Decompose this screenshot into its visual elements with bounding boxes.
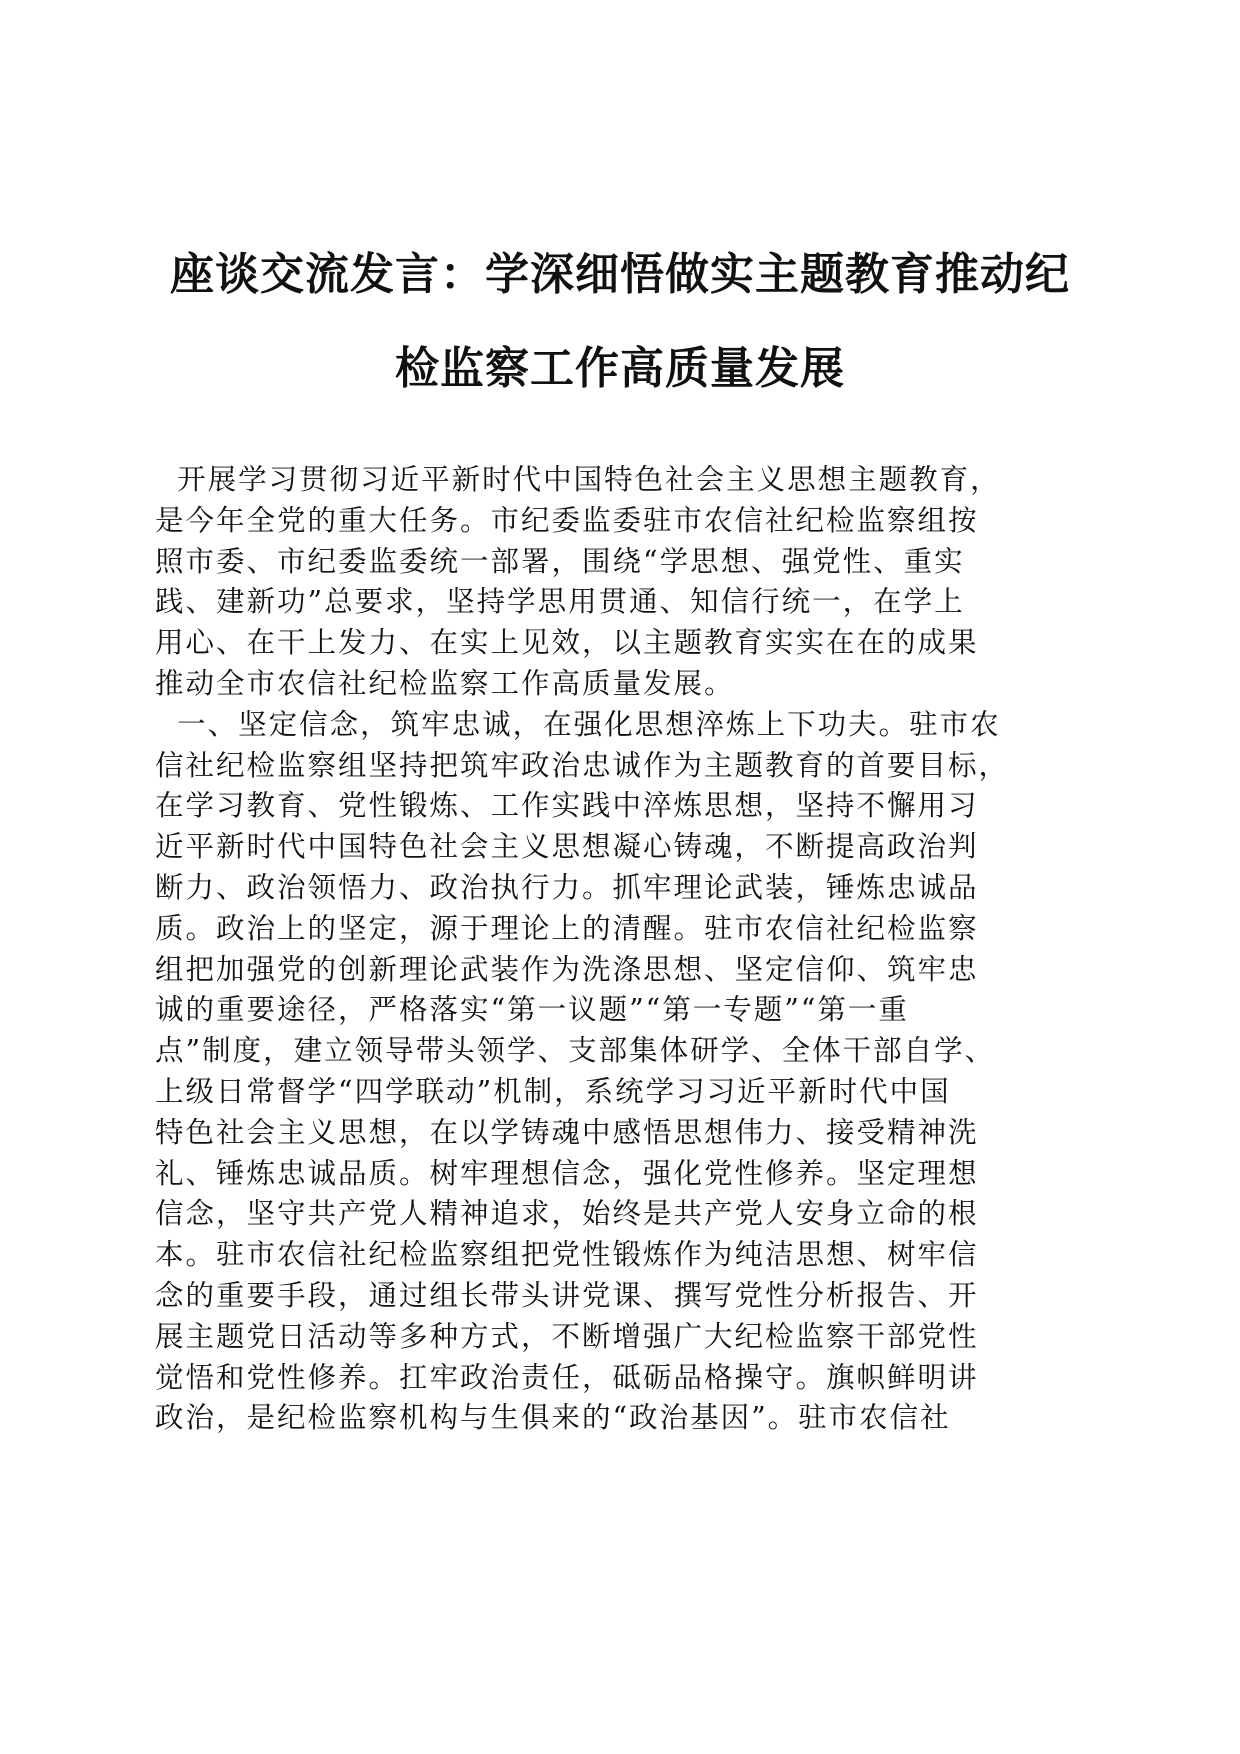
text-line: 觉悟和党性修养。扛牢政治责任，砥砺品格操守。旗帜鲜明讲 xyxy=(155,1360,979,1394)
text-line: 践、建新功”总要求，坚持学思用贯通、知信行统一，在学上 xyxy=(155,585,965,619)
text-line: 诚的重要途径，严格落实“第一议题”“第一专题”“第一重 xyxy=(155,993,909,1027)
text-line: 开展学习贯彻习近平新时代中国特色社会主义思想主题教育， xyxy=(155,463,1001,496)
text-line: 信念，坚守共产党人精神追求，始终是共产党人安身立命的根 xyxy=(155,1197,979,1231)
paragraph-section-one xyxy=(155,705,1085,1439)
text-line: 点”制度，建立领导带头领学、支部集体研学、全体干部自学、 xyxy=(155,1034,996,1068)
text-line: 近平新时代中国特色社会主义思想凝心铸魂，不断提高政治判 xyxy=(155,830,979,864)
text-line: 断力、政治领悟力、政治执行力。抓牢理论武装，锤炼忠诚品 xyxy=(155,870,979,904)
text-line: 特色社会主义思想，在以学铸魂中感悟思想伟力、接受精神洗 xyxy=(155,1115,979,1149)
text-line: 礼、锤炼忠诚品质。树牢理想信念，强化党性修养。坚定理想 xyxy=(155,1156,979,1190)
text-line: 上级日常督学“四学联动”机制，系统学习习近平新时代中国 xyxy=(155,1074,951,1108)
paragraph-intro xyxy=(155,460,1085,705)
document-title xyxy=(150,228,1090,416)
text-line: 质。政治上的坚定，源于理论上的清醒。驻市农信社纪检监察 xyxy=(155,911,979,945)
text-line: 用心、在干上发力、在实上见效，以主题教育实实在在的成果 xyxy=(155,626,979,660)
text-line: 信社纪检监察组坚持把筑牢政治忠诚作为主题教育的首要目标， xyxy=(155,748,1010,782)
text-line: 政治，是纪检监察机构与生俱来的“政治基因”。驻市农信社 xyxy=(155,1401,951,1435)
text-line: 推动全市农信社纪检监察工作高质量发展。 xyxy=(155,666,735,700)
text-line: 是今年全党的重大任务。市纪委监委驻市农信社纪检监察组按 xyxy=(155,503,979,537)
text-line: 展主题党日活动等多种方式，不断增强广大纪检监察干部党性 xyxy=(155,1319,979,1353)
text-line: 照市委、市纪委监委统一部署，围绕“学思想、强党性、重实 xyxy=(155,544,965,578)
text-line: 本。驻市农信社纪检监察组把党性锻炼作为纯洁思想、树牢信 xyxy=(155,1238,979,1272)
text-line: 念的重要手段，通过组长带头讲党课、撰写党性分析报告、开 xyxy=(155,1278,979,1312)
text-line: 组把加强党的创新理论武装作为洗涤思想、坚定信仰、筑牢忠 xyxy=(155,952,979,986)
title-line: 座谈交流发言：学深细悟做实主题教育推动纪 xyxy=(170,249,1070,300)
text-line: 一、坚定信念，筑牢忠诚，在强化思想淬炼上下功夫。驻市农 xyxy=(155,707,1001,741)
document-body xyxy=(155,460,1085,1439)
title-line: 检监察工作高质量发展 xyxy=(395,343,845,394)
text-line: 在学习教育、党性锻炼、工作实践中淬炼思想，坚持不懈用习 xyxy=(155,789,979,823)
